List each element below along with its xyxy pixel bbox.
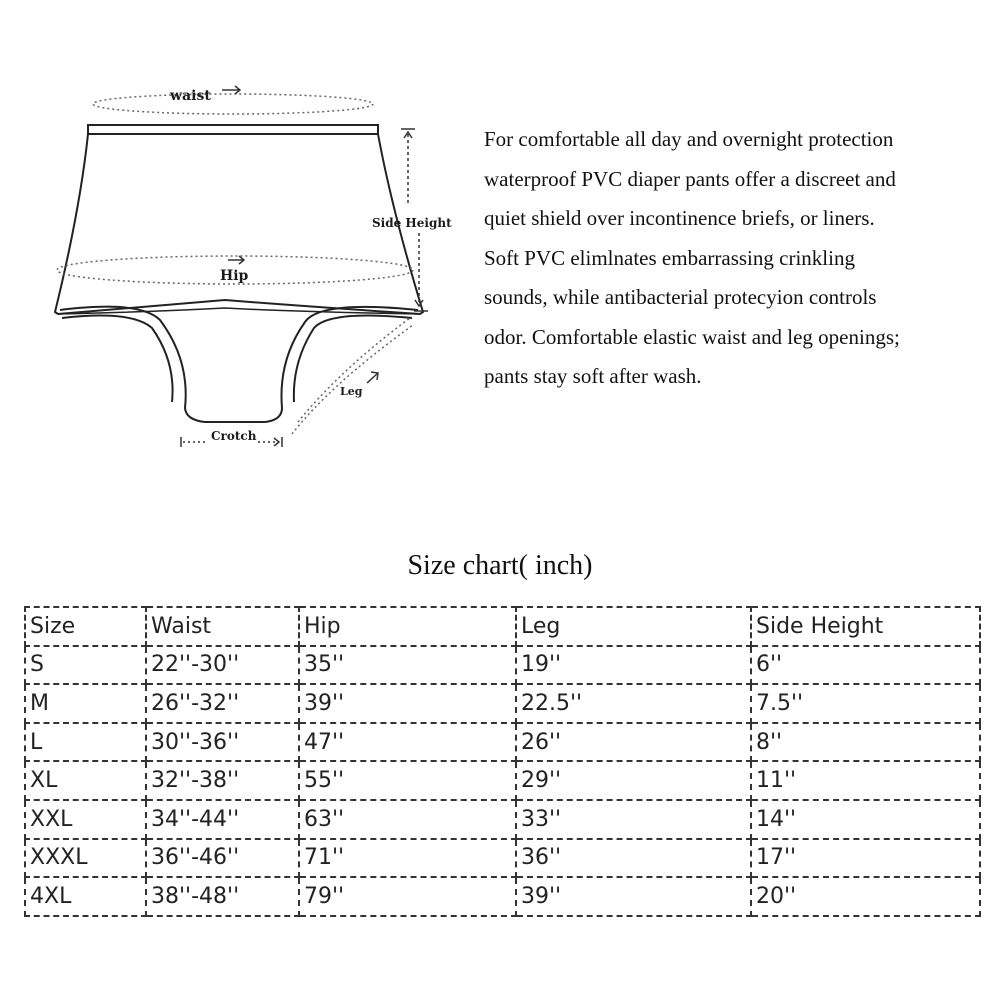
cell-size: L — [25, 723, 146, 762]
cell-leg: 33'' — [516, 800, 751, 839]
cell-waist: 30''-36'' — [146, 723, 299, 762]
waist-label: waist — [170, 88, 211, 104]
cell-leg: 22.5'' — [516, 684, 751, 723]
cell-size: 4XL — [25, 877, 146, 916]
cell-size: XXL — [25, 800, 146, 839]
description-line: odor. Comfortable elastic waist and leg openings; — [484, 324, 900, 349]
product-description — [484, 120, 994, 397]
cell-waist: 22''-30'' — [146, 646, 299, 685]
pants-measurement-diagram — [0, 0, 470, 470]
cell-side-height: 6'' — [751, 646, 980, 685]
description-line: quiet shield over incontinence briefs, or liners. — [484, 206, 875, 230]
cell-side-height: 7.5'' — [751, 684, 980, 723]
table-row — [25, 800, 980, 839]
table-row — [25, 723, 980, 762]
cell-size: S — [25, 646, 146, 685]
header-size: Size — [25, 607, 146, 646]
cell-side-height: 8'' — [751, 723, 980, 762]
table-row — [25, 839, 980, 878]
cell-hip: 63'' — [299, 800, 516, 839]
crotch-label: Crotch — [211, 429, 257, 443]
cell-side-height: 11'' — [751, 761, 980, 800]
cell-size: XXXL — [25, 839, 146, 878]
cell-hip: 39'' — [299, 684, 516, 723]
cell-hip: 79'' — [299, 877, 516, 916]
cell-size: XL — [25, 761, 146, 800]
cell-leg: 29'' — [516, 761, 751, 800]
header-side-height: Side Height — [751, 607, 980, 646]
header-hip: Hip — [299, 607, 516, 646]
table-row — [25, 877, 980, 916]
cell-leg: 36'' — [516, 839, 751, 878]
table-row — [25, 761, 980, 800]
header-leg: Leg — [516, 607, 751, 646]
cell-side-height: 17'' — [751, 839, 980, 878]
cell-hip: 35'' — [299, 646, 516, 685]
cell-hip: 47'' — [299, 723, 516, 762]
cell-waist: 26''-32'' — [146, 684, 299, 723]
description-line: sounds, while antibacterial protecyion controls — [484, 285, 877, 309]
waist-measure-line — [93, 86, 373, 114]
header-waist: Waist — [146, 607, 299, 646]
cell-waist: 36''-46'' — [146, 839, 299, 878]
cell-waist: 34''-44'' — [146, 800, 299, 839]
hip-label: Hip — [220, 268, 249, 284]
cell-waist: 38''-48'' — [146, 877, 299, 916]
cell-side-height: 14'' — [751, 800, 980, 839]
description-line: pants stay soft after wash. — [484, 364, 702, 388]
description-line: waterproof PVC diaper pants offer a discreet and — [484, 166, 896, 191]
cell-waist: 32''-38'' — [146, 761, 299, 800]
cell-leg: 39'' — [516, 877, 751, 916]
description-line: For comfortable all day and overnight protection — [484, 127, 894, 151]
table-header-row — [25, 607, 980, 646]
table-row — [25, 684, 980, 723]
cell-side-height: 20'' — [751, 877, 980, 916]
cell-leg: 19'' — [516, 646, 751, 685]
table-row — [25, 646, 980, 685]
cell-hip: 71'' — [299, 839, 516, 878]
size-chart-table — [24, 606, 981, 917]
side-height-label: Side Height — [372, 216, 452, 230]
cell-size: M — [25, 684, 146, 723]
size-chart-title: Size chart( inch) — [407, 550, 593, 581]
description-line: Soft PVC elimlnates embarrassing crinkling — [484, 245, 855, 270]
cell-hip: 55'' — [299, 761, 516, 800]
leg-label: Leg — [340, 385, 363, 398]
cell-leg: 26'' — [516, 723, 751, 762]
